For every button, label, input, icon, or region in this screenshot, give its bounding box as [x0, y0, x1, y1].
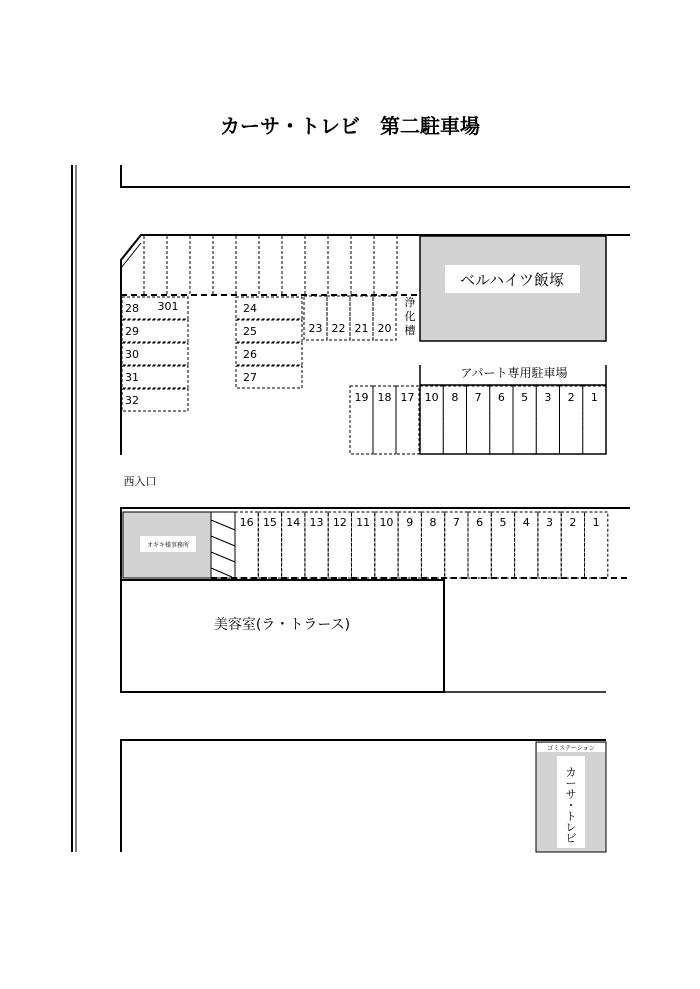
slot-number: 12: [332, 516, 347, 529]
slot-number: 3: [546, 516, 554, 529]
bottom-block-boundary: [121, 740, 606, 852]
slot-number: 18: [377, 391, 392, 404]
vertical-character: カ: [565, 766, 577, 779]
slot-number: 10: [379, 516, 394, 529]
slot-number: 32: [125, 394, 139, 407]
slot-number: 23: [308, 322, 323, 335]
slot-number: 16: [239, 516, 254, 529]
slot-number: 4: [522, 516, 530, 529]
ogiki-office-label: オギキ様事務所: [146, 542, 190, 549]
vertical-character: ー: [565, 777, 577, 790]
slot-number: 6: [476, 516, 484, 529]
slot-number: 20: [377, 322, 392, 335]
slot-number: 21: [354, 322, 369, 335]
slot-number: 5: [521, 391, 529, 404]
vertical-character: ビ: [565, 832, 577, 845]
slot-number: 17: [400, 391, 415, 404]
slot-number: 22: [331, 322, 346, 335]
west-entrance-label: 西入口: [123, 475, 157, 488]
septic-tank-label: [405, 295, 416, 337]
slot-number: 7: [474, 391, 482, 404]
slot-number: 8: [451, 391, 459, 404]
slot-label-301: 301: [157, 300, 179, 313]
slot-number: 27: [243, 371, 257, 384]
apartment-row-slots: [420, 386, 606, 454]
slot-number: 19: [354, 391, 369, 404]
casa-trevi-vertical-label: [566, 766, 577, 845]
svg-text:槽: 槽: [404, 324, 416, 337]
left-block-slots: [122, 297, 188, 411]
slot-number: 14: [286, 516, 301, 529]
beauty-salon: [121, 580, 444, 692]
slot-number: 28: [125, 302, 139, 315]
svg-text:浄: 浄: [404, 296, 416, 309]
apartment-parking-label: アパート専用駐車場: [460, 366, 568, 380]
slot-number: 26: [243, 348, 257, 361]
slot-number: 13: [309, 516, 324, 529]
slot-number: 31: [125, 371, 139, 384]
lower-row-slots: [235, 512, 608, 578]
slot-number: 8: [429, 516, 437, 529]
vertical-character: レ: [565, 821, 577, 834]
middle-row-slots: [350, 386, 419, 454]
svg-text:化: 化: [404, 310, 416, 323]
mid-block-slots: [236, 297, 302, 388]
upper-right-slots: [304, 296, 396, 340]
slot-number: 5: [499, 516, 507, 529]
slot-number: 30: [125, 348, 139, 361]
page-title: カーサ・トレビ 第二駐車場: [220, 114, 480, 138]
slot-number: 1: [590, 391, 598, 404]
top-slot-row: [144, 236, 397, 295]
top-boundary: [121, 165, 630, 187]
slot-number: 11: [356, 516, 371, 529]
slot-number: 24: [243, 302, 257, 315]
slot-number: 25: [243, 325, 257, 338]
slot-number: 10: [424, 391, 439, 404]
slot-number: 15: [262, 516, 277, 529]
slot-number: 7: [452, 516, 460, 529]
slot-number: 6: [497, 391, 505, 404]
slot-number: 1: [592, 516, 600, 529]
slot-number: 9: [406, 516, 414, 529]
garbage-station-label: ゴミステーション: [547, 745, 595, 752]
vertical-character: サ: [565, 788, 577, 801]
slot-number: 2: [567, 391, 575, 404]
hatched-area: [211, 512, 235, 578]
vertical-character: ト: [565, 810, 577, 823]
slot-number: 2: [569, 516, 577, 529]
building-label: ベルハイツ飯塚: [460, 271, 564, 289]
beauty-salon-label: 美容室(ラ・トラース): [213, 617, 351, 633]
vertical-character: ・: [565, 799, 577, 812]
slot-number: 3: [544, 391, 552, 404]
slot-number: 29: [125, 325, 139, 338]
